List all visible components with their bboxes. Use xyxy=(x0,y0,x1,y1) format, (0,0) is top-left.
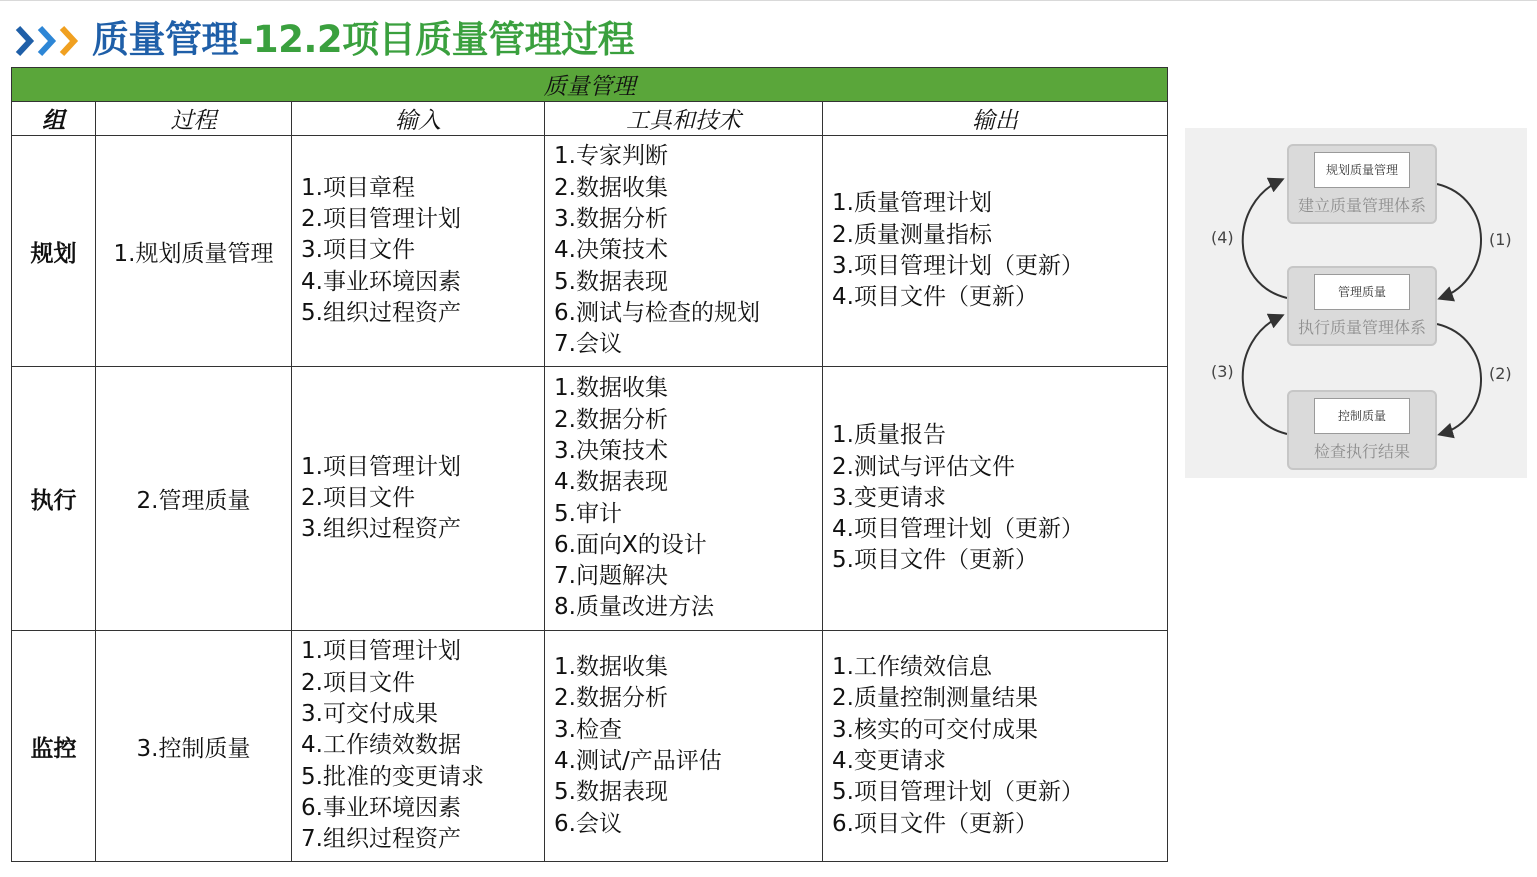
arrow-label-2: (2) xyxy=(1489,364,1512,383)
arrow-label-3: (3) xyxy=(1211,362,1234,381)
header-outputs: 输出 xyxy=(823,102,1168,136)
list-item: 1.数据收集 xyxy=(554,654,668,681)
diagram-box-control xyxy=(1287,390,1437,470)
list-item: 5.数据表现 xyxy=(554,268,668,295)
list-item: 2.项目管理计划 xyxy=(301,206,461,233)
list-item: 6.面向X的设计 xyxy=(554,531,707,558)
tools-cell xyxy=(545,631,823,862)
list-item: 2.数据分析 xyxy=(554,685,668,712)
arrow-3 xyxy=(1243,316,1287,434)
list-item: 2.质量控制测量结果 xyxy=(832,685,1038,712)
arrow-label-4: (4) xyxy=(1211,228,1234,247)
list-item: 3.变更请求 xyxy=(832,484,946,511)
list-item: 6.项目文件（更新） xyxy=(832,810,1038,837)
list-item: 1.数据收集 xyxy=(554,375,668,402)
title-part2: -12.2项目质量管理过程 xyxy=(238,18,635,61)
list-item: 1.项目管理计划 xyxy=(301,638,461,665)
table-row-monitor xyxy=(12,631,1168,862)
list-item: 6.测试与检查的规划 xyxy=(554,299,760,326)
list-item: 3.核实的可交付成果 xyxy=(832,716,1038,743)
list-item: 5.项目文件（更新） xyxy=(832,547,1038,574)
diagram-box-manage xyxy=(1287,266,1437,346)
table-header-row xyxy=(12,102,1168,136)
group-cell: 监控 xyxy=(12,631,96,862)
list-item: 1.工作绩效信息 xyxy=(832,654,992,681)
list-item: 7.问题解决 xyxy=(554,563,668,590)
list-item: 1.项目章程 xyxy=(301,174,415,201)
list-item: 3.检查 xyxy=(554,716,622,743)
list-item: 5.项目管理计划（更新） xyxy=(832,779,1084,806)
box-sub: 检查执行结果 xyxy=(1313,442,1410,461)
list-item: 1.专家判断 xyxy=(554,143,668,170)
list-item: 5.组织过程资产 xyxy=(301,299,461,326)
list-item: 4.变更请求 xyxy=(832,748,946,774)
arrow-label-1: (1) xyxy=(1489,230,1512,249)
page-title xyxy=(92,14,634,66)
diagram-box-plan xyxy=(1287,144,1437,224)
list-item: 2.数据收集 xyxy=(554,174,668,201)
top-divider xyxy=(0,0,1537,1)
list-item: 4.事业环境因素 xyxy=(301,268,461,295)
tools-cell xyxy=(545,136,823,367)
arrow-4 xyxy=(1243,180,1287,298)
list-item: 8.质量改进方法 xyxy=(554,594,714,621)
box-label: 规划质量管理 xyxy=(1314,152,1410,188)
list-item: 3.组织过程资产 xyxy=(301,516,461,543)
box-sub: 建立质量管理体系 xyxy=(1297,196,1426,215)
list-item: 2.项目文件 xyxy=(301,669,415,696)
list-item: 5.数据表现 xyxy=(554,779,668,806)
list-item: 5.审计 xyxy=(554,500,622,527)
outputs-cell xyxy=(823,631,1168,862)
inputs-cell xyxy=(292,367,545,631)
process-cell: 3.控制质量 xyxy=(96,631,292,862)
list-item: 3.决策技术 xyxy=(554,437,668,464)
table-row-plan xyxy=(12,136,1168,367)
table-row-execute xyxy=(12,367,1168,631)
header-group: 组 xyxy=(12,102,96,136)
list-item: 4.项目管理计划（更新） xyxy=(832,516,1084,543)
list-item: 7.会议 xyxy=(554,331,622,358)
header-process: 过程 xyxy=(96,102,292,136)
list-item: 3.项目文件 xyxy=(301,237,415,264)
list-item: 2.测试与评估文件 xyxy=(832,453,1015,480)
arrow-2 xyxy=(1437,324,1481,434)
box-label: 控制质量 xyxy=(1314,398,1410,434)
list-item: 3.项目管理计划（更新） xyxy=(832,253,1084,279)
box-label: 管理质量 xyxy=(1314,274,1410,310)
quality-process-table xyxy=(11,67,1168,862)
outputs-cell xyxy=(823,367,1168,631)
list-item: 5.批准的变更请求 xyxy=(301,763,484,790)
list-item: 4.工作绩效数据 xyxy=(301,732,461,759)
arrow-1 xyxy=(1437,184,1481,298)
list-item: 4.数据表现 xyxy=(554,469,668,496)
list-item: 4.测试/产品评估 xyxy=(554,748,722,774)
group-cell: 执行 xyxy=(12,367,96,631)
header-inputs: 输入 xyxy=(292,102,545,136)
process-cell: 2.管理质量 xyxy=(96,367,292,631)
inputs-cell xyxy=(292,631,545,862)
list-item: 2.数据分析 xyxy=(554,406,668,433)
list-item: 4.决策技术 xyxy=(554,237,668,264)
list-item: 6.会议 xyxy=(554,810,622,837)
list-item: 1.质量管理计划 xyxy=(832,190,992,217)
outputs-cell xyxy=(823,136,1168,367)
list-item: 2.质量测量指标 xyxy=(832,221,992,248)
list-item: 4.项目文件（更新） xyxy=(832,284,1038,311)
list-item: 7.组织过程资产 xyxy=(301,826,461,853)
box-sub: 执行质量管理体系 xyxy=(1297,318,1426,337)
title-part1: 质量管理 xyxy=(92,18,238,61)
process-cell: 1.规划质量管理 xyxy=(96,136,292,367)
group-cell: 规划 xyxy=(12,136,96,367)
list-item: 2.项目文件 xyxy=(301,484,415,511)
list-item: 3.可交付成果 xyxy=(301,701,438,728)
header-tools: 工具和技术 xyxy=(545,102,823,136)
quality-cycle-diagram xyxy=(1185,128,1527,478)
list-item: 3.数据分析 xyxy=(554,206,668,233)
chevrons-icon xyxy=(14,24,84,58)
list-item: 1.项目管理计划 xyxy=(301,453,461,480)
table-banner: 质量管理 xyxy=(12,68,1168,102)
list-item: 1.质量报告 xyxy=(832,422,946,449)
tools-cell xyxy=(545,367,823,631)
list-item: 6.事业环境因素 xyxy=(301,794,461,821)
inputs-cell xyxy=(292,136,545,367)
